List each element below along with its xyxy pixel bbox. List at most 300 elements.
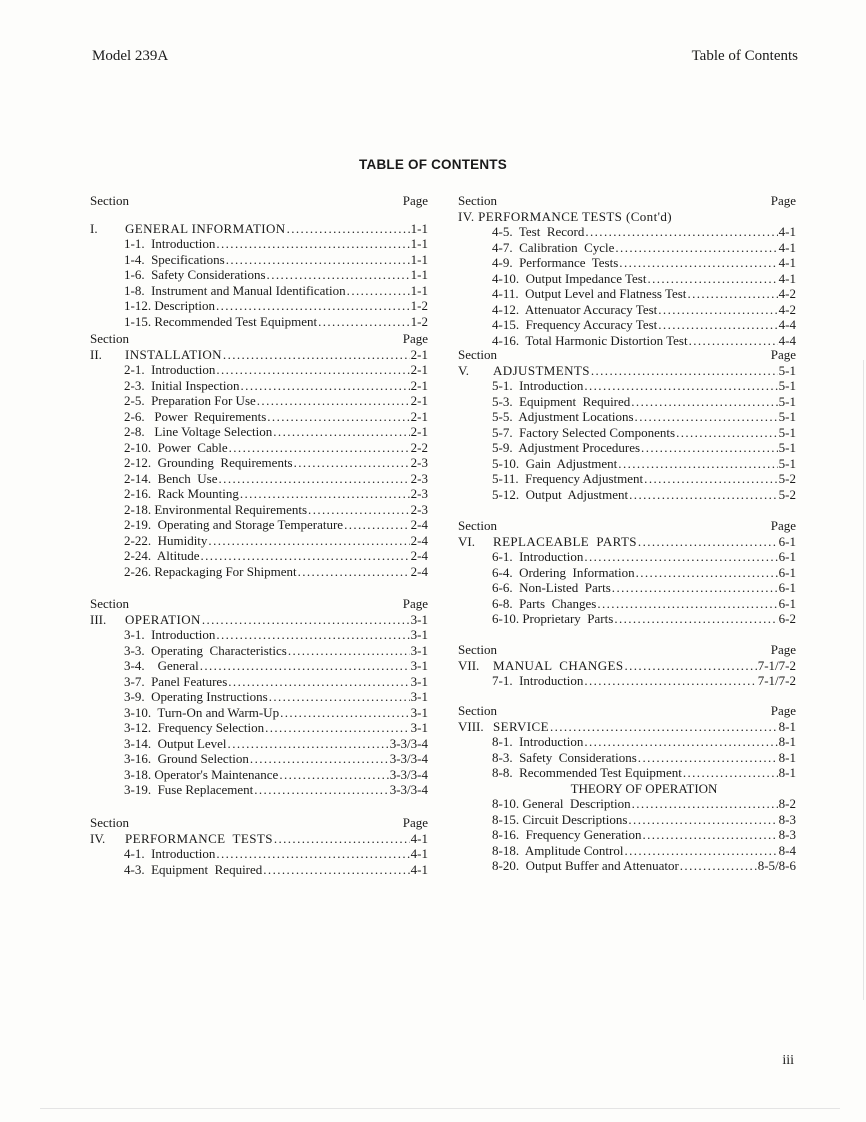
entry-title: 2-16. Rack Mounting xyxy=(124,486,239,501)
entry-title: 8-8. Recommended Test Equipment xyxy=(492,765,682,780)
entry-title: ADJUSTMENTS xyxy=(493,362,590,378)
entry-title: 8-3. Safety Considerations xyxy=(492,749,637,765)
toc-entry[interactable] xyxy=(90,298,428,314)
page-column-label: Page xyxy=(402,193,428,208)
entry-title: REPLACEABLE PARTS xyxy=(493,533,637,549)
toc-entry[interactable] xyxy=(458,286,796,302)
entry-page-number: 6-1 xyxy=(778,564,796,580)
dot-leader xyxy=(638,534,778,550)
toc-entry[interactable] xyxy=(90,409,428,425)
dot-leader xyxy=(228,736,389,752)
entry-title: 3-14. Output Level xyxy=(124,735,227,751)
entry-title: 3-4. General xyxy=(124,658,199,673)
dot-leader xyxy=(219,471,410,487)
entry-title: 5-12. Output Adjustment xyxy=(492,486,629,502)
entry-title: 1-15. Recommended Test Equipment xyxy=(124,313,318,329)
toc-entry[interactable] xyxy=(90,314,428,330)
entry-page-number: 6-1 xyxy=(778,580,796,595)
toc-entry[interactable] xyxy=(458,440,796,456)
section-column-label: Section xyxy=(90,331,129,346)
dot-leader xyxy=(294,455,410,471)
entry-title: 5-7. Factory Selected Components xyxy=(492,424,676,440)
dot-leader xyxy=(216,627,409,643)
entry-title: 5-5. Adjustment Locations xyxy=(492,409,634,424)
dot-leader xyxy=(267,409,409,425)
entry-page-number: 1-1 xyxy=(410,282,428,298)
entry-page-number: 1-1 xyxy=(410,251,428,267)
toc-section-block xyxy=(458,347,796,502)
entry-title: 4-9. Performance Tests xyxy=(492,255,619,270)
toc-entry[interactable] xyxy=(90,658,428,674)
entry-page-number: 8-4 xyxy=(778,842,796,858)
dot-leader xyxy=(216,846,409,862)
entry-page-number: 4-2 xyxy=(778,286,796,301)
dot-leader xyxy=(689,333,778,349)
entry-page-number: 4-1 xyxy=(778,270,796,286)
toc-entry[interactable] xyxy=(90,517,428,533)
toc-entry[interactable] xyxy=(90,486,428,502)
entry-page-number: 1-1 xyxy=(410,267,428,282)
dot-leader xyxy=(200,658,410,674)
toc-entry[interactable] xyxy=(458,812,796,828)
entry-title: 2-18. Environmental Requirements xyxy=(124,501,308,517)
entry-title: INSTALLATION xyxy=(125,346,222,362)
dot-leader xyxy=(263,862,409,878)
dot-leader xyxy=(597,596,777,612)
section-number: VI. xyxy=(458,533,475,549)
section-number: III. xyxy=(90,611,107,627)
toc-entry[interactable] xyxy=(458,858,796,874)
toc-entry[interactable] xyxy=(90,424,428,440)
entry-page-number: 8-3 xyxy=(778,811,796,827)
entry-title: 6-10. Proprietary Parts xyxy=(492,611,614,626)
entry-page-number: 8-5/8-6 xyxy=(757,858,796,873)
entry-title: 1-8. Instrument and Manual Identification xyxy=(124,282,346,298)
dot-leader xyxy=(658,302,777,318)
toc-entry[interactable] xyxy=(458,796,796,812)
toc-entry[interactable] xyxy=(90,378,428,394)
toc-entry[interactable] xyxy=(90,674,428,690)
toc-entry[interactable] xyxy=(458,580,796,596)
entry-page-number: 5-1 xyxy=(778,393,796,409)
toc-entry[interactable] xyxy=(458,471,796,487)
dot-leader xyxy=(216,362,409,378)
entry-title: 4-11. Output Level and Flatness Test xyxy=(492,286,687,301)
page-column-label: Page xyxy=(770,642,796,657)
toc-entry[interactable] xyxy=(90,627,428,643)
toc-entry[interactable] xyxy=(458,673,796,689)
dot-leader xyxy=(228,674,409,690)
entry-page-number: 2-1 xyxy=(410,424,428,439)
toc-section-block xyxy=(90,596,428,798)
entry-page-number: 8-1 xyxy=(778,765,796,780)
toc-entry[interactable] xyxy=(90,440,428,456)
toc-entry[interactable] xyxy=(458,596,796,612)
dot-leader xyxy=(612,580,778,596)
entry-page-number: 6-2 xyxy=(778,611,796,626)
entry-page-number: 3-3/3-4 xyxy=(389,782,428,797)
page-column-label: Page xyxy=(402,596,428,611)
toc-entry[interactable] xyxy=(90,502,428,518)
toc-entry[interactable] xyxy=(458,425,796,441)
toc-subheading: THEORY OF OPERATION xyxy=(570,780,718,796)
header-section-title: Table of Contents xyxy=(691,48,798,64)
toc-section-entry[interactable] xyxy=(458,658,796,674)
toc-entry[interactable] xyxy=(90,846,428,862)
page-column-label: Page xyxy=(770,193,796,208)
dot-leader xyxy=(265,720,410,736)
toc-entry[interactable] xyxy=(458,271,796,287)
toc-entry[interactable] xyxy=(90,689,428,705)
entry-title: 8-18. Amplitude Control xyxy=(492,842,624,858)
toc-entry[interactable] xyxy=(90,862,428,878)
dot-leader xyxy=(584,549,777,565)
entry-page-number: 3-1 xyxy=(410,611,428,627)
entry-title: 6-4. Ordering Information xyxy=(492,564,635,580)
entry-title: 2-10. Power Cable xyxy=(124,439,228,455)
dot-leader xyxy=(680,858,757,874)
dot-leader xyxy=(279,767,388,783)
dot-leader xyxy=(585,224,777,240)
toc-entry[interactable] xyxy=(458,734,796,750)
section-column-label: Section xyxy=(458,642,497,657)
section-column-label: Section xyxy=(458,347,497,362)
entry-page-number: 5-2 xyxy=(778,486,796,502)
section-header xyxy=(458,518,796,534)
toc-entry[interactable] xyxy=(458,487,796,503)
entry-title: 5-10. Gain Adjustment xyxy=(492,455,618,471)
toc-entry[interactable] xyxy=(458,255,796,271)
section-column-label: Section xyxy=(458,703,497,718)
dot-leader xyxy=(240,486,410,502)
toc-entry[interactable] xyxy=(90,267,428,283)
entry-page-number: 1-1 xyxy=(410,236,428,251)
section-number: II. xyxy=(90,346,102,362)
entry-page-number: 8-1 xyxy=(778,734,796,749)
dot-leader xyxy=(635,409,778,425)
entry-page-number: 2-1 xyxy=(410,346,428,362)
toc-entry[interactable] xyxy=(90,643,428,659)
toc-entry[interactable] xyxy=(90,455,428,471)
entry-page-number: 2-1 xyxy=(410,362,428,377)
toc-entry[interactable] xyxy=(458,750,796,766)
entry-page-number: 8-1 xyxy=(778,749,796,765)
toc-entry[interactable] xyxy=(458,611,796,627)
dot-leader xyxy=(591,363,778,379)
dot-leader xyxy=(273,424,409,440)
entry-title: 7-1. Introduction xyxy=(492,673,584,688)
toc-section-block xyxy=(458,193,796,348)
entry-title: 3-3. Operating Characteristics xyxy=(124,642,287,658)
entry-title: GENERAL INFORMATION xyxy=(125,220,286,236)
toc-section-entry[interactable] xyxy=(90,221,428,237)
entry-title: 2-1. Introduction xyxy=(124,362,216,377)
toc-entry[interactable] xyxy=(458,549,796,565)
entry-title: 4-12. Attenuator Accuracy Test xyxy=(492,301,658,317)
entry-title: 5-11. Frequency Adjustment xyxy=(492,471,644,486)
entry-page-number: 2-3 xyxy=(410,470,428,486)
entry-title: 2-6. Power Requirements xyxy=(124,408,267,424)
entry-title: 6-6. Non-Listed Parts xyxy=(492,580,611,595)
dot-leader xyxy=(618,456,777,472)
dot-leader xyxy=(550,719,778,735)
entry-page-number: 2-2 xyxy=(410,439,428,455)
entry-title: 3-10. Turn-On and Warm-Up xyxy=(124,704,280,720)
dot-leader xyxy=(226,252,410,268)
dot-leader xyxy=(287,221,410,237)
toc-entry[interactable] xyxy=(90,720,428,736)
entry-title: 2-8. Line Voltage Selection xyxy=(124,424,273,439)
entry-page-number: 3-1 xyxy=(410,689,428,704)
dot-leader xyxy=(344,517,410,533)
toc-entry[interactable] xyxy=(458,409,796,425)
page-column-label: Page xyxy=(402,815,428,830)
section-header xyxy=(90,815,428,831)
entry-page-number: 6-1 xyxy=(778,549,796,564)
toc-entry[interactable] xyxy=(90,283,428,299)
page-title: TABLE OF CONTENTS xyxy=(359,157,507,172)
toc-entry[interactable] xyxy=(90,751,428,767)
entry-page-number: 2-3 xyxy=(410,486,428,501)
dot-leader xyxy=(638,750,778,766)
toc-entry[interactable] xyxy=(90,736,428,752)
toc-section-block xyxy=(90,815,428,877)
entry-page-number: 7-1/7-2 xyxy=(757,673,796,688)
toc-entry[interactable] xyxy=(90,564,428,580)
entry-page-number: 3-1 xyxy=(410,704,428,720)
dot-leader xyxy=(267,267,410,283)
entry-page-number: 4-4 xyxy=(778,332,796,348)
toc-entry[interactable] xyxy=(458,333,796,349)
toc-entry[interactable] xyxy=(458,302,796,318)
dot-leader xyxy=(274,831,410,847)
dot-leader xyxy=(584,673,756,689)
toc-section-block xyxy=(458,642,796,689)
dot-leader xyxy=(308,502,410,518)
toc-entry[interactable] xyxy=(90,236,428,252)
toc-section-entry[interactable] xyxy=(458,719,796,735)
entry-page-number: 2-4 xyxy=(410,563,428,579)
entry-page-number: 3-1 xyxy=(410,642,428,658)
dot-leader xyxy=(676,425,778,441)
section-column-label: Section xyxy=(458,193,497,208)
toc-entry[interactable] xyxy=(90,782,428,798)
entry-page-number: 2-3 xyxy=(410,455,428,470)
section-header xyxy=(90,596,428,612)
dot-leader xyxy=(584,378,777,394)
toc-section-block xyxy=(458,518,796,627)
entry-title: 3-12. Frequency Selection xyxy=(124,720,265,735)
dot-leader xyxy=(614,611,777,627)
header-model: Model 239A xyxy=(92,48,169,64)
entry-title: 1-12. Description xyxy=(124,298,215,313)
section-header xyxy=(458,703,796,719)
entry-page-number: 4-1 xyxy=(778,255,796,270)
entry-title: 4-7. Calibration Cycle xyxy=(492,239,615,255)
entry-title: 6-8. Parts Changes xyxy=(492,595,597,611)
dot-leader xyxy=(683,765,778,781)
entry-page-number: 4-1 xyxy=(410,830,428,846)
entry-page-number: 4-4 xyxy=(778,317,796,332)
dot-leader xyxy=(280,705,410,721)
dot-leader xyxy=(202,612,410,628)
entry-page-number: 3-1 xyxy=(410,658,428,673)
entry-title: 3-19. Fuse Replacement xyxy=(124,782,254,797)
entry-page-number: 2-4 xyxy=(410,517,428,532)
entry-title: SERVICE xyxy=(493,718,549,734)
entry-title: 8-10. General Description xyxy=(492,796,631,811)
dot-leader xyxy=(216,236,409,252)
entry-page-number: 1-2 xyxy=(410,298,428,313)
toc-section-block xyxy=(90,193,428,329)
entry-page-number: 8-1 xyxy=(778,718,796,734)
toc-entry[interactable] xyxy=(458,240,796,256)
entry-title: 4-1. Introduction xyxy=(124,846,216,861)
entry-title: 4-16. Total Harmonic Distortion Test xyxy=(492,332,688,348)
entry-title: 5-1. Introduction xyxy=(492,378,584,393)
dot-leader xyxy=(658,317,777,333)
entry-page-number: 5-1 xyxy=(778,440,796,455)
entry-page-number: 3-3/3-4 xyxy=(389,735,428,751)
dot-leader xyxy=(208,533,409,549)
entry-title: 5-3. Equipment Required xyxy=(492,393,631,409)
entry-title: 3-7. Panel Features xyxy=(124,673,228,689)
entry-page-number: 4-1 xyxy=(778,224,796,239)
toc-entry[interactable] xyxy=(90,548,428,564)
entry-page-number: 5-1 xyxy=(778,362,796,378)
section-number: IV. xyxy=(90,830,106,846)
entry-title: 2-24. Altitude xyxy=(124,548,200,563)
entry-title: 8-20. Output Buffer and Attenuator xyxy=(492,858,679,873)
section-continued-heading: IV. PERFORMANCE TESTS (Cont'd) xyxy=(458,208,672,224)
entry-page-number: 8-2 xyxy=(778,796,796,811)
toc-entry[interactable] xyxy=(458,765,796,781)
toc-entry[interactable] xyxy=(458,224,796,240)
page-column-label: Page xyxy=(402,331,428,346)
entry-page-number: 2-1 xyxy=(410,408,428,424)
section-number: VIII. xyxy=(458,718,484,734)
entry-page-number: 6-1 xyxy=(778,533,796,549)
toc-entry[interactable] xyxy=(458,317,796,333)
entry-page-number: 4-1 xyxy=(410,846,428,861)
section-number: I. xyxy=(90,220,98,236)
dot-leader xyxy=(250,751,389,767)
entry-page-number: 5-2 xyxy=(778,471,796,486)
page-column-label: Page xyxy=(770,703,796,718)
dot-leader xyxy=(642,827,777,843)
entry-title: 3-1. Introduction xyxy=(124,627,216,642)
entry-title: 6-1. Introduction xyxy=(492,549,584,564)
entry-title: 8-1. Introduction xyxy=(492,734,584,749)
dot-leader xyxy=(615,240,777,256)
section-header xyxy=(90,193,428,209)
section-number: VII. xyxy=(458,657,480,673)
toc-section-block xyxy=(458,703,796,874)
dot-leader xyxy=(624,843,777,859)
entry-page-number: 2-1 xyxy=(410,377,428,393)
entry-page-number: 5-1 xyxy=(778,455,796,471)
entry-title: PERFORMANCE TESTS xyxy=(125,830,273,846)
dot-leader xyxy=(636,565,778,581)
toc-entry[interactable] xyxy=(90,533,428,549)
toc-entry[interactable] xyxy=(90,362,428,378)
dot-leader xyxy=(687,286,777,302)
toc-entry[interactable] xyxy=(458,565,796,581)
entry-page-number: 7-1/7-2 xyxy=(757,657,796,673)
toc-section-entry[interactable] xyxy=(458,534,796,550)
dot-leader xyxy=(584,734,777,750)
toc-entry[interactable] xyxy=(90,393,428,409)
section-header xyxy=(458,642,796,658)
dot-leader xyxy=(631,394,777,410)
section-header xyxy=(458,193,796,209)
dot-leader xyxy=(254,782,388,798)
entry-title: 3-18. Operator's Maintenance xyxy=(124,766,279,782)
entry-title: 2-12. Grounding Requirements xyxy=(124,455,293,470)
entry-title: MANUAL CHANGES xyxy=(493,657,624,673)
toc-entry[interactable] xyxy=(90,705,428,721)
entry-title: 2-22. Humidity xyxy=(124,532,208,548)
toc-entry[interactable] xyxy=(458,456,796,472)
section-column-label: Section xyxy=(90,815,129,830)
entry-title: 2-14. Bench Use xyxy=(124,470,218,486)
entry-page-number: 6-1 xyxy=(778,595,796,611)
entry-title: 2-3. Initial Inspection xyxy=(124,377,240,393)
toc-section-entry[interactable] xyxy=(458,363,796,379)
toc-entry[interactable] xyxy=(458,394,796,410)
entry-page-number: 5-1 xyxy=(778,424,796,440)
toc-section-entry[interactable] xyxy=(90,612,428,628)
dot-leader xyxy=(269,689,410,705)
toc-entry[interactable] xyxy=(458,378,796,394)
entry-page-number: 4-2 xyxy=(778,301,796,317)
entry-page-number: 8-3 xyxy=(778,827,796,842)
page-column-label: Page xyxy=(770,518,796,533)
dot-leader xyxy=(223,347,410,363)
entry-title: 4-3. Equipment Required xyxy=(124,861,263,877)
toc-section-entry[interactable] xyxy=(90,347,428,363)
section-column-label: Section xyxy=(90,596,129,611)
entry-title: 8-15. Circuit Descriptions xyxy=(492,811,628,827)
entry-title: 8-16. Frequency Generation xyxy=(492,827,642,842)
entry-page-number: 3-1 xyxy=(410,720,428,735)
entry-page-number: 1-1 xyxy=(410,220,428,236)
entry-title: 1-4. Specifications xyxy=(124,251,225,267)
entry-page-number: 4-1 xyxy=(410,861,428,877)
entry-page-number: 2-4 xyxy=(410,532,428,548)
entry-page-number: 1-2 xyxy=(410,313,428,329)
entry-title: 3-16. Ground Selection xyxy=(124,751,249,766)
dot-leader xyxy=(241,378,410,394)
page-number: iii xyxy=(782,1053,794,1068)
toc-entry[interactable] xyxy=(458,827,796,843)
dot-leader xyxy=(229,440,410,456)
entry-page-number: 2-4 xyxy=(410,548,428,563)
dot-leader xyxy=(644,471,777,487)
toc-section-entry[interactable] xyxy=(90,831,428,847)
toc-entry[interactable] xyxy=(90,767,428,783)
dot-leader xyxy=(629,487,778,503)
toc-entry[interactable] xyxy=(90,471,428,487)
entry-page-number: 4-1 xyxy=(778,239,796,255)
entry-title: 1-6. Safety Considerations xyxy=(124,267,266,282)
entry-title: OPERATION xyxy=(125,611,201,627)
toc-entry[interactable] xyxy=(458,843,796,859)
toc-entry[interactable] xyxy=(90,252,428,268)
dot-leader xyxy=(257,393,410,409)
page-column-label: Page xyxy=(770,347,796,362)
entry-page-number: 2-1 xyxy=(410,393,428,408)
